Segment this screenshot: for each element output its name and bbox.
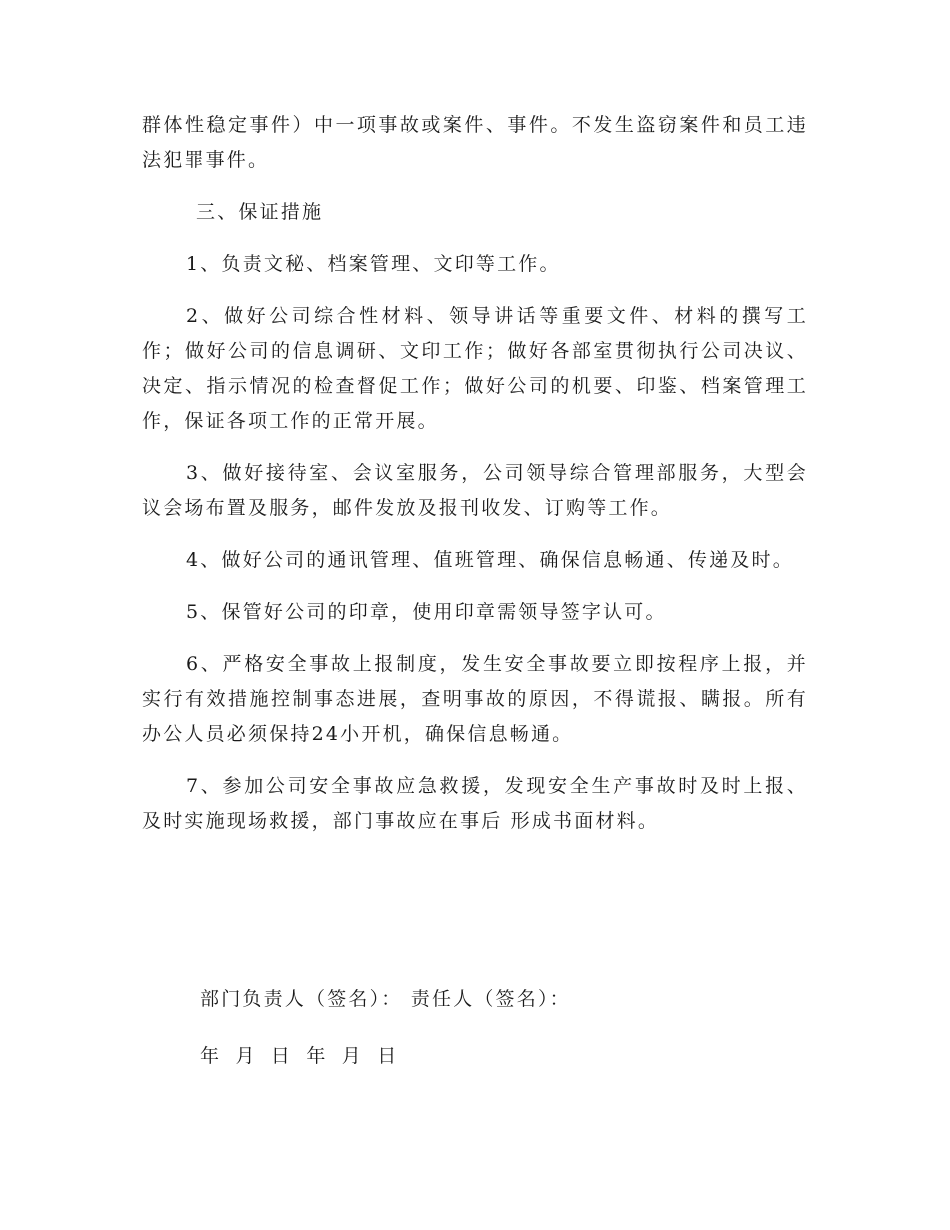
list-item-4: 4、做好公司的通讯管理、值班管理、确保信息畅通、传递及时。 xyxy=(186,549,794,571)
signature-line: 部门负责人（签名）： 责任人（签名）： xyxy=(200,988,571,1010)
list-item-2: 2、做好公司综合性材料、领导讲话等重要文件、材料的撰写工作；做好公司的信息调研、文印工作；做好各部室贯彻执行公司决议、决定、指示情况的检查督促工作；做好公司的机要、印鉴、档案管理工作，保证各项工作的正常开展。 xyxy=(142,305,808,432)
list-item-5: 5、保管好公司的印章，使用印章需领导签字认可。 xyxy=(186,601,667,623)
list-item-3: 3、做好接待室、会议室服务，公司领导综合管理部服务，大型会议会场布置及服务，邮件发放及报刊收发、订购等工作。 xyxy=(142,462,808,519)
list-item-1: 1、负责文秘、档案管理、文印等工作。 xyxy=(186,253,561,275)
list-item-7: 7、参加公司安全事故应急救援，发现安全生产事故时及时上报、及时实施现场救援，部门事故应在事后 形成书面材料。 xyxy=(142,775,808,832)
document-body xyxy=(142,108,808,839)
date-line: 年 月 日 年 月 日 xyxy=(200,1045,399,1067)
paragraph-continuation: 群体性稳定事件）中一项事故或案件、事件。不发生盗窃案件和员工违法犯罪事件。 xyxy=(142,114,808,171)
list-item-6: 6、严格安全事故上报制度，发生安全事故要立即按程序上报，并实行有效措施控制事态进展，查明事故的原因，不得谎报、瞒报。所有办公人员必须保持24小开机，确保信息畅通。 xyxy=(142,653,808,745)
signature-block xyxy=(200,982,571,1074)
section-heading: 三、保证措施 xyxy=(196,201,324,223)
